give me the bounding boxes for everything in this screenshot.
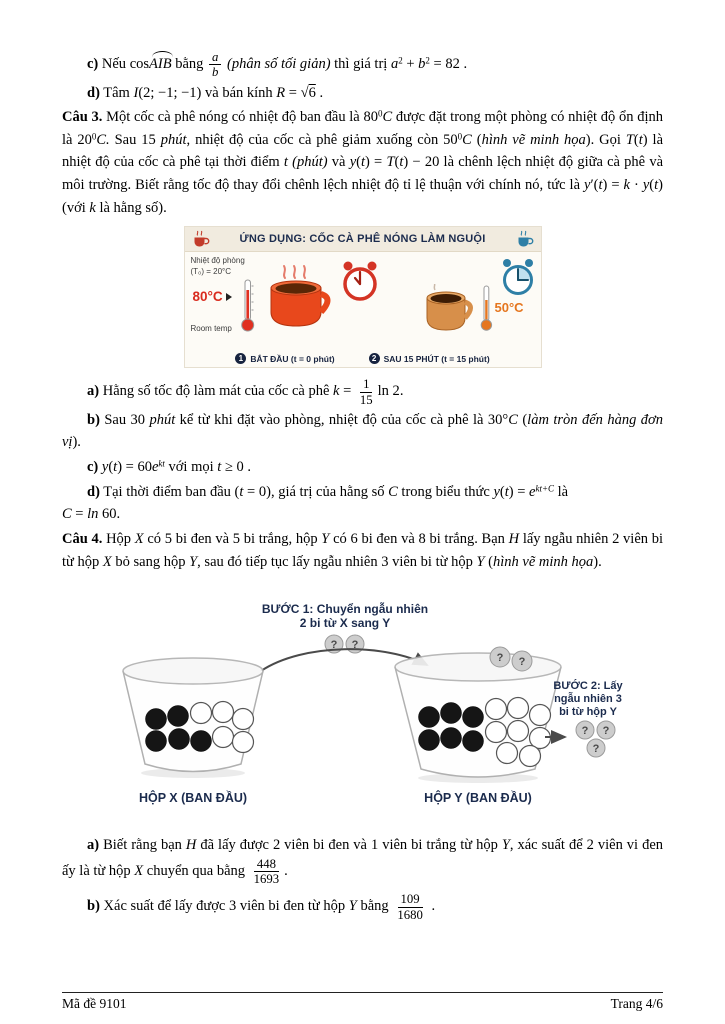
- text-segment: 6: [350, 530, 358, 547]
- text-segment: và: [327, 154, 350, 171]
- q3-item-c: [62, 456, 663, 479]
- text-segment: , nhiệt độ của cốc cà phê giảm xuống còn: [186, 131, 444, 148]
- text-segment: y: [642, 177, 650, 194]
- text-segment: Một cốc cà phê nóng có nhiệt độ ban đầu là: [102, 109, 364, 126]
- text-segment: a: [390, 56, 399, 73]
- text-segment: thì giá trị: [330, 56, 391, 73]
- text-segment: y: [493, 483, 500, 500]
- text-segment: t: [283, 154, 288, 171]
- hot-coffee-mug: [261, 262, 335, 332]
- text-segment: X: [102, 553, 112, 570]
- text-segment: (: [499, 483, 505, 500]
- text-segment: hình vẽ minh họa: [493, 553, 594, 570]
- text-segment: bỏ sang hộp: [111, 553, 190, 570]
- text-segment: 0: [377, 108, 383, 119]
- text-segment: ): [658, 177, 663, 194]
- step1-number-badge: 1: [235, 353, 246, 364]
- text-segment: t: [638, 131, 643, 148]
- page-footer: [62, 992, 663, 1012]
- text-segment: ) =: [365, 154, 387, 171]
- text-segment: ) =: [508, 483, 530, 500]
- text-segment: Câu 3.: [62, 109, 103, 126]
- text-segment: Y: [321, 530, 330, 547]
- text-segment: viên bi từ hộp: [62, 530, 664, 570]
- temp-50-label: 50°C: [494, 300, 524, 316]
- text-segment: Nếu: [98, 56, 130, 73]
- text-segment: kt+C: [535, 483, 555, 494]
- text-segment: (: [394, 154, 400, 171]
- coffee-cup-blue-icon: [515, 230, 535, 248]
- text-segment: 30: [130, 411, 150, 428]
- text-segment: 15: [141, 131, 161, 148]
- step-1: [235, 353, 334, 364]
- text-segment: k: [333, 383, 340, 400]
- text-segment: e: [151, 459, 159, 476]
- text-segment: =: [285, 84, 301, 101]
- text-segment: bi trắng, hộp: [240, 530, 322, 547]
- text-segment: C: [462, 131, 472, 148]
- text-segment: ) = 60: [117, 459, 152, 476]
- text-segment: $\frac{a}{b}$: [209, 50, 221, 80]
- text-segment: b): [87, 898, 100, 915]
- text-segment: Y: [348, 898, 357, 915]
- text-segment: ): [642, 131, 648, 148]
- text-segment: (: [356, 154, 361, 171]
- text-segment: C: [508, 411, 518, 428]
- text-segment: y: [584, 177, 591, 194]
- text-segment: , sau đó tiếp tục lấy ngẫu nhiên: [197, 553, 382, 570]
- text-segment: R: [276, 84, 286, 101]
- text-segment: (với: [62, 199, 90, 216]
- text-segment: viên bi từ hộp: [388, 553, 477, 570]
- text-segment: 2: [398, 55, 403, 66]
- text-segment: là: [554, 483, 569, 500]
- text-segment: b: [418, 56, 426, 73]
- text-segment: đã lấy được 2 viên bi đen và 1 viên bi trắng từ hộp: [196, 837, 502, 854]
- question-mark-label: ?: [496, 652, 503, 665]
- text-segment: +: [402, 56, 419, 73]
- text-segment: √6: [300, 84, 316, 101]
- text-segment: kể từ khi đặt vào phòng, nhiệt độ của cốc cà phê là: [175, 411, 488, 428]
- text-segment: Hằng số tốc độ làm mát của cốc cà phê: [99, 383, 334, 400]
- text-segment: (phút): [287, 154, 328, 171]
- text-segment: H: [508, 530, 520, 547]
- text-segment: là hằng số).: [95, 199, 167, 216]
- text-segment: 3: [381, 553, 389, 570]
- text-segment: I: [133, 84, 139, 101]
- q2-item-d: [62, 82, 663, 105]
- coffee-cooling-figure: [184, 226, 542, 368]
- text-segment: (: [108, 459, 114, 476]
- text-segment: bi trắng. Bạn: [425, 530, 509, 547]
- text-segment: chuyển qua bằng: [143, 862, 249, 879]
- room-temp-line1: Nhiệt độ phòng: [190, 256, 245, 266]
- figure1-title-bar: [185, 227, 541, 252]
- text-segment: y: [349, 154, 357, 171]
- q3-item-a: [62, 377, 663, 407]
- text-segment: d): [87, 84, 100, 101]
- room-temp-en-label: Room temp: [190, 324, 232, 334]
- text-segment: ).: [593, 553, 602, 570]
- text-segment: 0: [91, 131, 97, 142]
- text-segment: ). Gọi: [585, 131, 626, 148]
- text-segment: H: [185, 837, 197, 854]
- text-segment: X: [134, 530, 144, 547]
- text-segment: bi đen và: [357, 530, 419, 547]
- text-segment: 50: [443, 131, 458, 148]
- text-segment: (: [471, 131, 482, 148]
- text-segment: C: [382, 109, 393, 126]
- text-segment: $\frac{109}{1680}$: [397, 892, 423, 922]
- text-segment: ln 2: [377, 383, 400, 400]
- room-temp-label: [191, 256, 245, 278]
- text-segment: ·: [629, 177, 643, 194]
- text-segment: C: [62, 506, 72, 523]
- text-segment: c): [87, 56, 99, 73]
- text-segment: X: [134, 862, 144, 879]
- text-segment: ), giá trị của hằng số: [266, 483, 389, 500]
- box-y: [395, 647, 561, 783]
- text-segment: c): [87, 459, 99, 476]
- question-mark-label: ?: [351, 639, 358, 652]
- text-segment: AIB: [149, 53, 172, 76]
- text-segment: ln: [87, 506, 99, 523]
- box-x-label: HỘP X (BAN ĐẦU): [138, 791, 247, 806]
- text-segment: phút: [149, 411, 176, 428]
- step-2: [369, 353, 490, 364]
- text-segment: .: [243, 459, 252, 476]
- text-segment: hình vẽ minh họa: [481, 131, 586, 148]
- text-segment: a): [87, 383, 100, 400]
- text-segment: .: [284, 862, 288, 879]
- step1-label-line2: 2 bi từ X sang Y: [299, 616, 390, 631]
- text-segment: .: [459, 56, 468, 73]
- step2-label-line1: BƯỚC 2: Lấy: [552, 680, 623, 693]
- text-segment: C.: [96, 131, 110, 148]
- text-segment: t: [113, 459, 118, 476]
- text-segment: 20: [77, 131, 92, 148]
- text-segment: y: [101, 459, 109, 476]
- text-segment: Tâm: [99, 84, 134, 101]
- text-segment: a): [87, 837, 100, 854]
- room-temp-line2: (T₀) = 20°C: [190, 267, 232, 277]
- text-segment: 2: [612, 530, 620, 547]
- text-segment: 60.: [98, 506, 121, 523]
- question-mark-label: ?: [602, 725, 609, 738]
- text-segment: ).: [72, 434, 81, 451]
- text-segment: =: [339, 383, 355, 400]
- text-segment: ) =: [602, 177, 624, 194]
- exam-code: Mã đề 9101: [62, 996, 127, 1011]
- text-segment: lấy ngẫu nhiên: [519, 530, 613, 547]
- text-segment: 5: [164, 530, 172, 547]
- text-segment: .: [399, 383, 404, 400]
- thermometer-cool-icon: [479, 284, 493, 332]
- text-segment: 5: [232, 530, 240, 547]
- question-mark-label: ?: [592, 743, 599, 756]
- q3-item-d: [62, 481, 663, 526]
- figure1-steps: [185, 353, 541, 364]
- text-segment: có: [143, 530, 165, 547]
- text-segment: và bán kính: [201, 84, 277, 101]
- figure1-body: [185, 252, 541, 348]
- step2-number-badge: 2: [369, 353, 380, 364]
- text-segment: làm tròn đến hàng đơn vị: [62, 411, 663, 451]
- text-segment: ) − 20: [403, 154, 440, 171]
- text-segment: Sau: [99, 411, 131, 428]
- q4-item-a: [62, 834, 663, 886]
- text-segment: e: [529, 483, 536, 500]
- text-segment: bi đen và: [172, 530, 233, 547]
- cool-coffee-mug: [419, 284, 477, 336]
- text-segment: trong biểu thức: [397, 483, 494, 500]
- text-segment: với mọi: [164, 459, 218, 476]
- text-segment: t: [399, 154, 404, 171]
- text-segment: d): [87, 483, 100, 500]
- temp-80-value: 80°C: [192, 289, 223, 305]
- text-segment: phút: [160, 131, 187, 148]
- text-segment: được đặt trong một phòng có nhiệt độ ổn định là: [62, 109, 663, 148]
- q4-item-b: [62, 892, 663, 922]
- q2-item-c: [62, 50, 663, 80]
- text-segment: (: [484, 553, 494, 570]
- text-segment: Y: [189, 553, 198, 570]
- text-segment: =: [71, 506, 88, 523]
- text-segment: 30°: [487, 411, 509, 428]
- question-mark-label: ?: [518, 656, 525, 669]
- step1-label: BẮT ĐẦU (t = 0 phút): [250, 353, 335, 364]
- question-4-statement: [62, 528, 663, 573]
- figure1-title: ỨNG DỤNG: CỐC CÀ PHÊ NÓNG LÀM NGUỘI: [239, 233, 486, 246]
- text-segment: kt: [158, 458, 165, 469]
- text-segment: t: [504, 483, 509, 500]
- page-number: Trang 4/6: [610, 996, 663, 1011]
- step2-label: SAU 15 PHÚT (t = 15 phút): [383, 353, 490, 364]
- text-segment: Sau: [109, 131, 142, 148]
- text-segment: .: [315, 84, 324, 101]
- text-segment: có: [329, 530, 351, 547]
- question-mark-label: ?: [330, 639, 337, 652]
- text-segment: (2; −1; −1): [138, 84, 202, 101]
- text-segment: $\frac{448}{1693}$: [253, 856, 280, 887]
- text-segment: Biết rằng bạn: [99, 837, 186, 854]
- drawn-balls: [576, 721, 615, 757]
- text-segment: T: [386, 154, 395, 171]
- question-mark-label: ?: [581, 725, 588, 738]
- box-x: [123, 658, 263, 778]
- question-3-statement: [62, 106, 663, 219]
- text-segment: 2: [425, 55, 430, 66]
- thermometer-hot-icon: [239, 278, 255, 332]
- arrow-right-icon: [226, 293, 232, 301]
- text-segment: Xác suất để lấy được 3 viên bi đen từ hộp: [99, 898, 349, 915]
- text-segment: là chênh lệch nhiệt độ giữa cà phê và môi trường. Biết rằng tốc độ thay đổi chênh lệch nhiệt độ tỉ lệ thuận với chính nó, tức là: [62, 154, 664, 194]
- text-segment: ′(: [590, 177, 599, 194]
- box-y-label: HỘP Y (BAN ĐẦU): [423, 791, 532, 806]
- text-segment: t: [654, 177, 659, 194]
- text-segment: , xác suất để 2 viên vi đen ấy là từ hộp: [62, 837, 663, 879]
- text-segment: 8: [418, 530, 426, 547]
- text-segment: Y: [476, 553, 485, 570]
- clock-start-icon: [339, 258, 381, 304]
- coffee-cup-red-icon: [191, 230, 211, 248]
- text-segment: t: [217, 459, 222, 476]
- text-segment: b): [87, 411, 100, 428]
- text-segment: cos: [129, 56, 150, 73]
- text-segment: T: [625, 131, 634, 148]
- text-segment: $\frac{1}{15}$: [359, 377, 373, 407]
- step2-label-line2: ngẫu nhiên 3: [553, 693, 622, 706]
- marble-diagram: [93, 599, 633, 814]
- text-segment: 0: [457, 131, 463, 142]
- temp-80-label: [193, 289, 232, 304]
- text-segment: là nhiệt độ của cốc cà phê tại thời điểm: [62, 131, 663, 171]
- text-segment: (: [633, 131, 639, 148]
- marble-transfer-figure: [93, 599, 633, 814]
- text-segment: (: [517, 411, 528, 428]
- text-segment: Tại thời điểm ban đầu (: [99, 483, 240, 500]
- step2-label-line3: bi từ hộp Y: [558, 706, 617, 719]
- step1-label-line1: BƯỚC 1: Chuyển ngẫu nhiên: [261, 602, 428, 617]
- text-segment: Câu 4.: [62, 530, 103, 547]
- text-segment: ≥ 0: [221, 459, 244, 476]
- text-segment: (phân số tối giản): [227, 56, 331, 73]
- q3-item-b: [62, 409, 663, 454]
- text-segment: bằng: [171, 56, 208, 73]
- text-segment: t: [360, 154, 365, 171]
- clock-15min-icon: [499, 256, 537, 298]
- text-segment: t: [598, 177, 603, 194]
- text-segment: C: [388, 483, 398, 500]
- text-segment: t: [239, 483, 244, 500]
- text-segment: .: [427, 898, 436, 915]
- text-segment: Y: [501, 837, 510, 854]
- text-segment: k: [89, 199, 96, 216]
- text-segment: (: [649, 177, 655, 194]
- text-segment: bằng: [356, 898, 393, 915]
- text-segment: = 0: [243, 483, 267, 500]
- steam-icon: [284, 266, 305, 278]
- text-segment: k: [623, 177, 630, 194]
- text-segment: = 82: [429, 56, 460, 73]
- text-segment: Hộp: [102, 530, 135, 547]
- text-segment: 80: [363, 109, 378, 126]
